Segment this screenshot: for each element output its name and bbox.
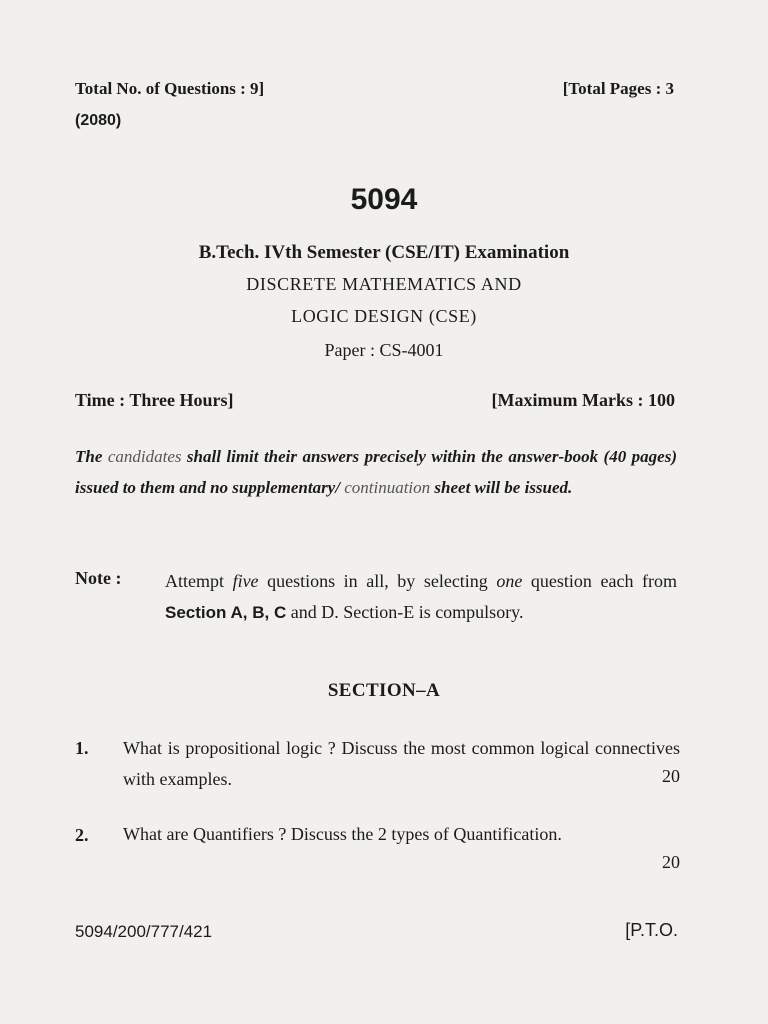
- maximum-marks: [Maximum Marks : 100: [491, 390, 675, 410]
- paper-reference-code: 5094/200/777/421: [75, 922, 213, 941]
- note-part-1: Attempt: [165, 571, 233, 591]
- paper-code-title: 5094: [350, 183, 418, 216]
- instr-part-2: candidates: [107, 447, 182, 466]
- candidate-instructions: [75, 441, 677, 503]
- note-part-4: one: [496, 571, 523, 591]
- question-2-number: 2.: [75, 825, 89, 845]
- instr-part-3: shall limit their answers precisely within the answer-book (40 pages) issued to them and no supplementary/: [75, 447, 677, 497]
- instr-part-1: The: [75, 447, 108, 466]
- instr-part-4: continuation: [344, 478, 431, 497]
- note-text: [165, 566, 677, 628]
- note-part-7: and D. Section-E is compulsory.: [286, 602, 524, 622]
- total-pages: [Total Pages : 3: [562, 79, 674, 98]
- year-code: (2080): [75, 112, 122, 129]
- note-part-5: question each from: [522, 571, 678, 591]
- note-part-2: five: [232, 571, 259, 591]
- instr-part-5: sheet will be issued.: [430, 478, 573, 497]
- note-part-3: questions in all, by selecting: [258, 571, 497, 591]
- question-2-text: What are Quantifiers ? Discuss the 2 types of Quantification.: [123, 824, 562, 844]
- question-1-number: 1.: [75, 738, 89, 758]
- subject-line-1: DISCRETE MATHEMATICS AND: [246, 274, 522, 294]
- question-2-marks: 20: [662, 852, 680, 872]
- examination-title: B.Tech. IVth Semester (CSE/IT) Examination: [198, 242, 570, 263]
- total-questions: Total No. of Questions : 9]: [75, 79, 265, 98]
- note-part-6: Section A, B, C: [165, 603, 287, 622]
- question-1-marks: 20: [662, 766, 680, 786]
- question-1-text: What is propositional logic ? Discuss the most common logical connectives with examples.: [123, 738, 680, 789]
- please-turn-over: [P.T.O.: [625, 920, 678, 940]
- note-label: Note :: [75, 568, 122, 588]
- section-a-heading: SECTION–A: [327, 680, 441, 701]
- exam-duration: Time : Three Hours]: [75, 390, 234, 410]
- subject-line-2: LOGIC DESIGN (CSE): [291, 306, 477, 326]
- paper-number: Paper : CS-4001: [324, 340, 444, 360]
